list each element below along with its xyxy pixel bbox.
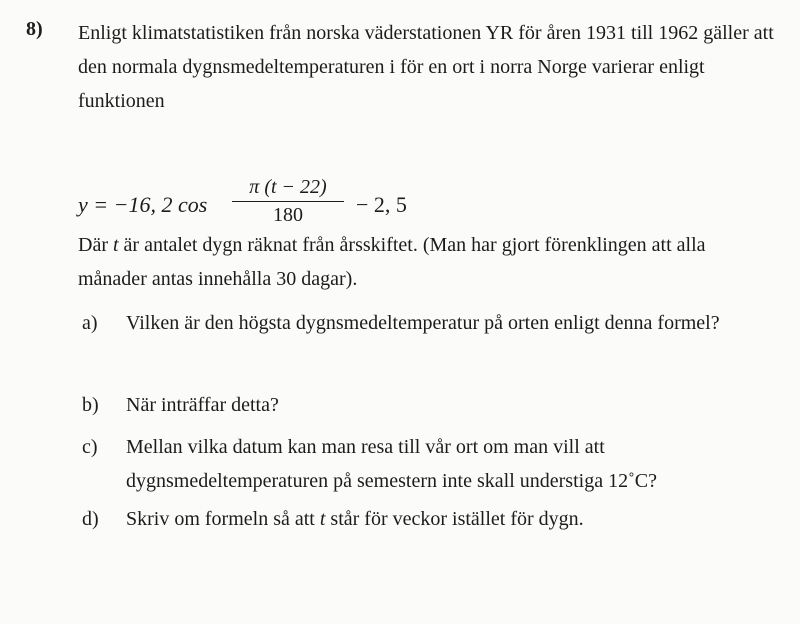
subquestion-text: När inträffar detta? xyxy=(126,394,279,416)
formula-rhs: − 2, 5 xyxy=(356,192,407,217)
explanation-variable: t xyxy=(112,234,119,256)
subquestion-text xyxy=(126,502,742,536)
subquestion-d-text-1: Skriv om formeln så att xyxy=(126,508,320,530)
explanation-text-2: är antalet dygn räknat från årsskiftet. (Man har gjort förenklingen att alla månader antas innehålla 30 dagar). xyxy=(78,234,706,290)
subquestion-label: c) xyxy=(82,436,98,458)
formula-lhs: y = −16, 2 cos xyxy=(78,192,208,217)
problem-number: 8) xyxy=(26,18,43,40)
subquestion-b xyxy=(82,388,742,422)
problem-explanation xyxy=(78,228,778,296)
subquestion-text: Vilken är den högsta dygnsmedeltemperatur på orten enligt denna formel? xyxy=(126,312,720,334)
problem-intro: Enligt klimatstatistiken från norska väderstationen YR för åren 1931 till 1962 gäller att den normala dygnsmedeltemperaturen i för en ort i norra Norge varierar enligt funktionen xyxy=(78,22,774,112)
fraction-bar xyxy=(232,201,344,202)
subquestion-c xyxy=(82,430,742,498)
subquestion-label: a) xyxy=(82,312,98,334)
subquestion-d-text-2: står för veckor istället för dygn. xyxy=(325,508,584,530)
formula-denominator: 180 xyxy=(273,204,303,226)
subquestion-text: Mellan vilka datum kan man resa till vår ort om man vill att dygnsmedeltemperaturen på semestern inte skall understiga 12˚C? xyxy=(126,436,657,492)
formula-numerator: π (t − 22) xyxy=(249,176,327,198)
subquestion-label: d) xyxy=(82,508,99,530)
formula-fraction xyxy=(228,176,348,226)
subquestion-label: b) xyxy=(82,394,99,416)
explanation-text-1: Där xyxy=(78,234,113,256)
subquestion-d-variable: t xyxy=(319,508,326,530)
subquestion-a xyxy=(82,306,742,340)
subquestion-d xyxy=(82,502,742,536)
